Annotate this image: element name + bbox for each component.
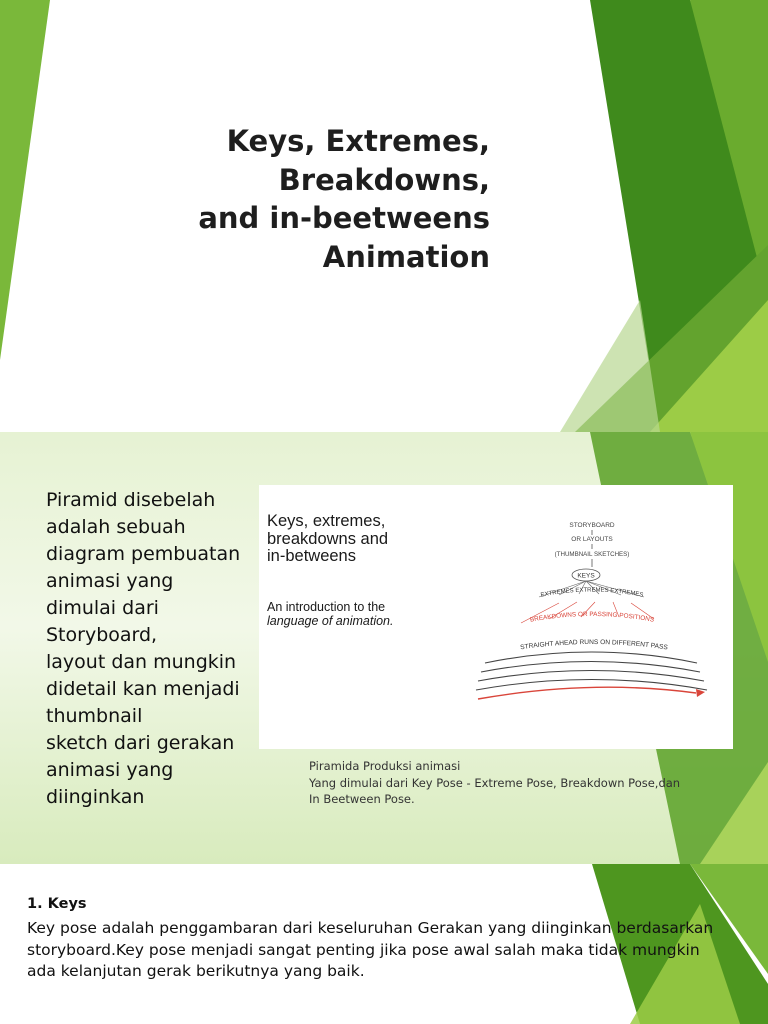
diagram-or-layouts: OR LAYOUTS: [571, 536, 613, 543]
diagram-extremes: EXTREMES EXTREMES EXTREMES: [540, 587, 644, 599]
diagram-thumbnail: (THUMBNAIL SKETCHES): [554, 551, 630, 558]
pyramid-diagram-image: [259, 485, 733, 749]
diagram-storyboard: STORYBOARD: [569, 522, 615, 529]
left-green-triangle: [0, 0, 50, 360]
image-title: Keys, extremes, breakdowns and in-betweens: [267, 512, 389, 565]
image-caption: [309, 758, 749, 808]
diagram-keys: KEYS: [577, 572, 595, 580]
diagram-red-arrowhead: [696, 689, 705, 697]
diagram-inbetween-arcs: [476, 652, 707, 699]
pyramid-description: Piramid disebelah adalah sebuah diagram pembuatan animasi yang dimulai dari Storyboard, layout dan mungkin didetail kan menjadi thumbnail sketch dari gerakan animasi yang diinginkan: [46, 489, 241, 808]
caption-line-2: Yang dimulai dari Key Pose - Extreme Pose, Breakdown Pose,dan: [309, 775, 681, 790]
animation-pyramid-diagram: [259, 485, 733, 749]
image-subtitle-plain: An introduction to the: [267, 600, 386, 614]
slide-keys: [0, 864, 768, 1024]
caption-line-3: In Beetween Pose.: [309, 792, 415, 806]
section-heading: 1. Keys: [27, 896, 87, 912]
slide-title: [0, 0, 768, 432]
slide-pyramid: [0, 432, 768, 864]
diagram-breakdowns: BREAKDOWNS OR PASSING POSITIONS: [529, 610, 655, 624]
slide-title-text: Keys, Extremes, Breakdowns, and in-beetweens Animation: [198, 124, 490, 274]
section-body: Key pose adalah penggambaran dari keseluruhan Gerakan yang diinginkan berdasarkan storyboard.Key pose menjadi sangat penting jika pose awal salah maka tidak mungkin ada kelanjutan gerak berikutnya yang baik.: [27, 919, 714, 980]
image-subtitle-italic: language of animation.: [267, 614, 394, 628]
caption-line-1: Piramida Produksi animasi: [309, 759, 461, 773]
diagram-straight-ahead: STRAIGHT AHEAD RUNS ON DIFFERENT PASS: [519, 638, 669, 652]
